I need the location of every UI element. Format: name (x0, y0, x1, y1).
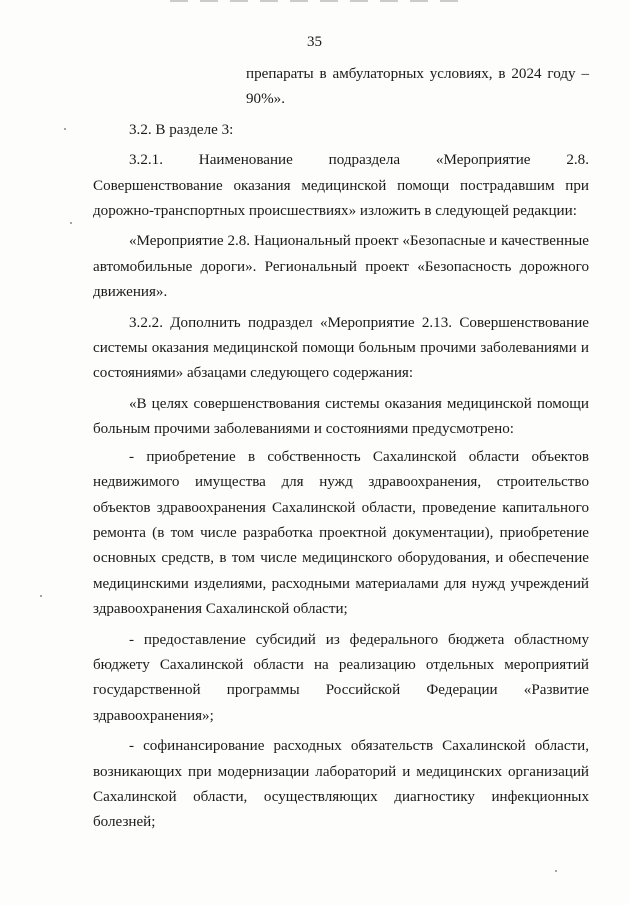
document-body (93, 62, 589, 836)
scan-speck (70, 222, 72, 224)
paragraph: 3.2.2. Дополнить подраздел «Мероприятие 2.13. Совершенствование системы оказания медицинской помощи больным прочими заболеваниями и состояниями» абзацами следующего содержания: (93, 314, 589, 382)
paragraph: «В целях совершенствования системы оказания медицинской помощи больным прочими заболеваниями и состояниями предусмотрено: (93, 395, 589, 438)
paragraph: 3.2.1. Наименование подраздела «Мероприятие 2.8. Совершенствование оказания медицинской помощи пострадавшим при дорожно-транспортных происшествиях» изложить в следующей редакции: (93, 152, 589, 220)
list-item: - софинансирование расходных обязательств Сахалинской области, возникающих при модернизации лабораторий и медицинских организаций Сахалинской области, осуществляющих диагностику инфекционных болезней; (93, 738, 589, 831)
section-heading: 3.2. В разделе 3: (129, 121, 234, 138)
page-number: 35 (307, 34, 322, 50)
scan-speck (40, 595, 42, 597)
continued-paragraph: препараты в амбулаторных условиях, в 2024 году – 90%». (246, 66, 589, 108)
paragraph: «Мероприятие 2.8. Национальный проект «Безопасные и качественные автомобильные дороги». Региональный проект «Безопасность дорожного движения». (93, 233, 589, 301)
list-item: - предоставление субсидий из федерального бюджета областному бюджету Сахалинской области на реализацию отдельных мероприятий государственной программы Российской Федерации «Развитие здравоохранения»; (93, 631, 589, 724)
list-item: - приобретение в собственность Сахалинской области объектов недвижимого имущества для нужд здравоохранения, строительство объектов здравоохранения Сахалинской области, проведение капитального ремонта (в том числе разработка проектной документации), приобретение основных средств, в том числе медицинского оборудования, и обеспечение медицинскими изделиями, расходными материалами для нужд учреждений здравоохранения Сахалинской области; (93, 448, 589, 618)
scan-speck (64, 128, 66, 130)
scan-edge-artifact (170, 0, 470, 2)
scan-speck (555, 870, 557, 872)
